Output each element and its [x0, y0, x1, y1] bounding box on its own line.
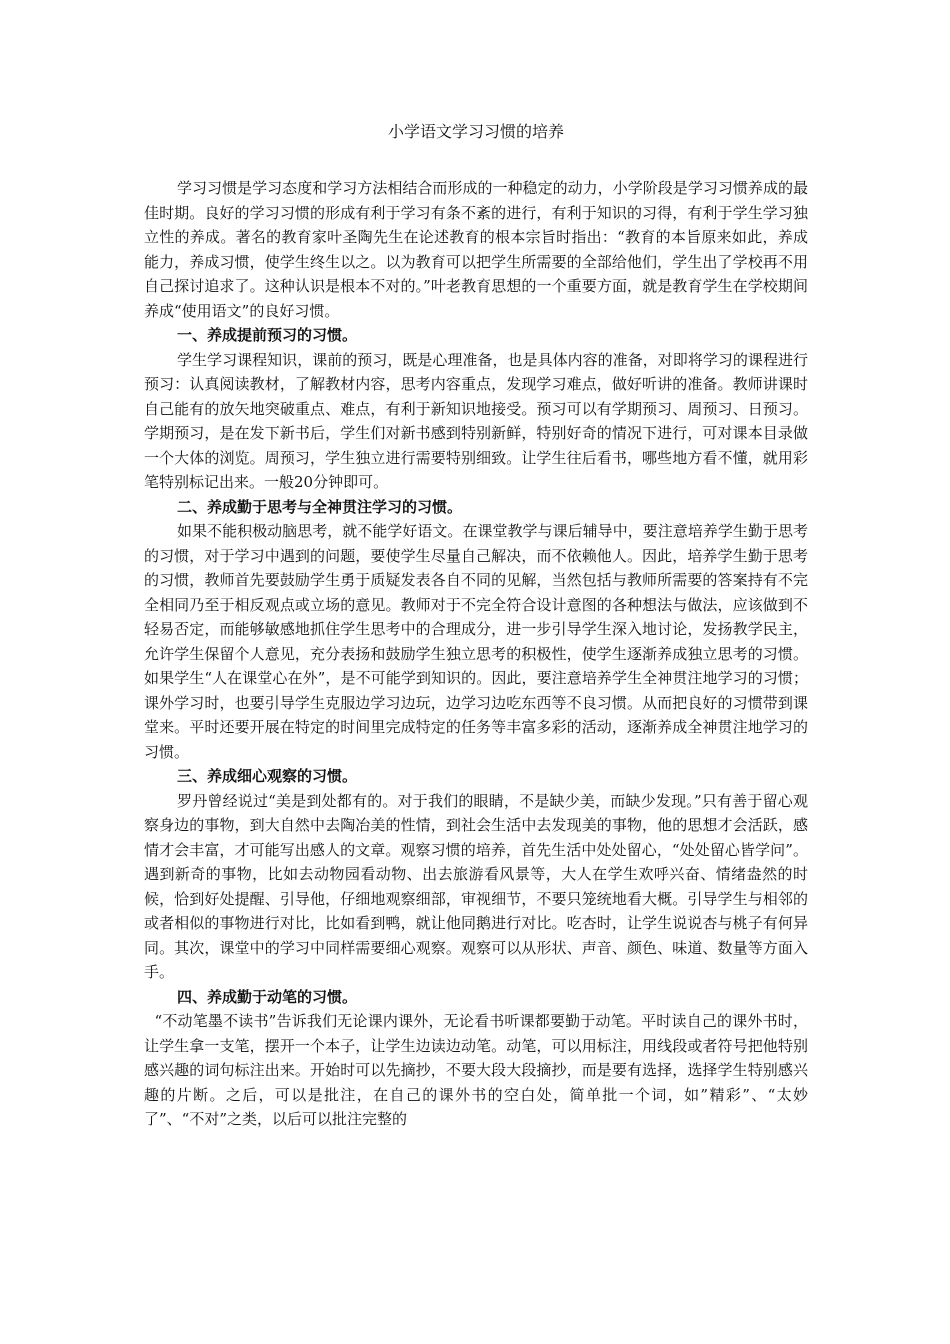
- intro-paragraph: 学习习惯是学习态度和学习方法相结合而形成的一种稳定的动力，小学阶段是学习习惯养成的最佳时期。良好的学习习惯的形成有利于学习有条不紊的进行，有利于知识的习得，有利于学生学习独立性的养成。著名的教育家叶圣陶先生在论述教育的根本宗旨时指出：“教育的本旨原来如此，养成能力，养成习惯，使学生终生以之。以为教育可以把学生所需要的全部给他们，学生出了学校再不用自己探讨追求了。这种认识是根本不对的。”叶老教育思想的一个重要方面，就是教育学生在学校期间养成“使用语文”的良好习惯。: [144, 179, 808, 320]
- section-body-1: 学生学习课程知识，课前的预习，既是心理准备，也是具体内容的准备，对即将学习的课程进行预习：认真阅读教材，了解教材内容，思考内容重点，发现学习难点，做好听讲的准备。教师讲课时自己能有的放矢地突破重点、难点，有利于新知识地接受。预习可以有学期预习、周预习、日预习。学期预习，是在发下新书后，学生们对新书感到特别新鲜，特别好奇的情况下进行，可对课本目录做一个大体的浏览。周预习，学生独立进行需要特别细致。让学生往后看书，哪些地方看不懂，就用彩笔特别标记出来。一般20分钟即可。: [144, 350, 808, 491]
- section-heading-3: 三、养成细心观察的习惯。: [177, 767, 358, 785]
- section-body-2: 如果不能积极动脑思考，就不能学好语文。在课堂教学与课后辅导中，要注意培养学生勤于思考的习惯，对于学习中遇到的问题，要使学生尽量自己解决，而不依赖他人。因此，培养学生勤于思考的习惯，教师首先要鼓励学生勇于质疑发表各自不同的见解，当然包括与教师所需要的答案持有不完全相同乃至于相反观点或立场的意见。教师对于不完全符合设计意图的各种想法与做法，应该做到不轻易否定，而能够敏感地抓住学生思考中的合理成分，进一步引导学生深入地讨论，发扬教学民主，允许学生保留个人意见，充分表扬和鼓励学生独立思考的积极性，使学生逐渐养成独立思考的习惯。如果学生“人在课堂心在外”，是不可能学到知识的。因此，要注意培养学生全神贯注地学习的习惯；课外学习时，也要引导学生克服边学习边玩，边学习边吃东西等不良习惯。从而把良好的习惯带到课堂来。平时还要开展在特定的时间里完成特定的任务等丰富多彩的活动，逐渐养成全神贯注地学习的习惯。: [144, 522, 808, 761]
- section-heading-1: 一、养成提前预习的习惯。: [177, 326, 358, 344]
- document-title: 小学语文学习习惯的培养: [387, 122, 564, 141]
- section-body-3: 罗丹曾经说过“美是到处都有的。对于我们的眼睛，不是缺少美，而缺少发现。”只有善于留心观察身边的事物，到大自然中去陶冶美的性情，到社会生活中去发现美的事物，他的思想才会活跃，感情才会丰富，才可能写出感人的文章。观察习惯的培养，首先生活中处处留心，“处处留心皆学问”。遇到新奇的事物，比如去动物园看动物、出去旅游看风景等，大人在学生欢呼兴奋、情绪盎然的时候，恰到好处提醒、引导他，仔细地观察细部，审视细节，不要只笼统地看大概。引导学生与相邻的或者相似的事物进行对比，比如看到鸭，就让他同鹅进行对比。吃杏时，让学生说说杏与桃子有何异同。其次，课堂中的学习中同样需要细心观察。观察可以从形状、声音、颜色、味道、数量等方面入手。: [144, 791, 808, 981]
- document-page: [144, 120, 808, 1132]
- section-body-4: “不动笔墨不读书”告诉我们无论课内课外，无论看书听课都要勤于动笔。平时读自己的课外书时，让学生拿一支笔，摆开一个本子，让学生边读边动笔。动笔，可以用标注，用线段或者符号把他特别感兴趣的词句标注出来。开始时可以先摘抄，不要大段大段摘抄，而是要有选择，选择学生特别感兴趣的片断。之后，可以是批注，在自己的课外书的空白处，简单批一个词，如”精彩”、“太妙了”、“不对”之类，以后可以批注完整的: [144, 1012, 808, 1128]
- section-heading-4: 四、养成勤于动笔的习惯。: [177, 987, 358, 1006]
- section-heading-2: 二、养成勤于思考与全神贯注学习的习惯。: [177, 497, 463, 516]
